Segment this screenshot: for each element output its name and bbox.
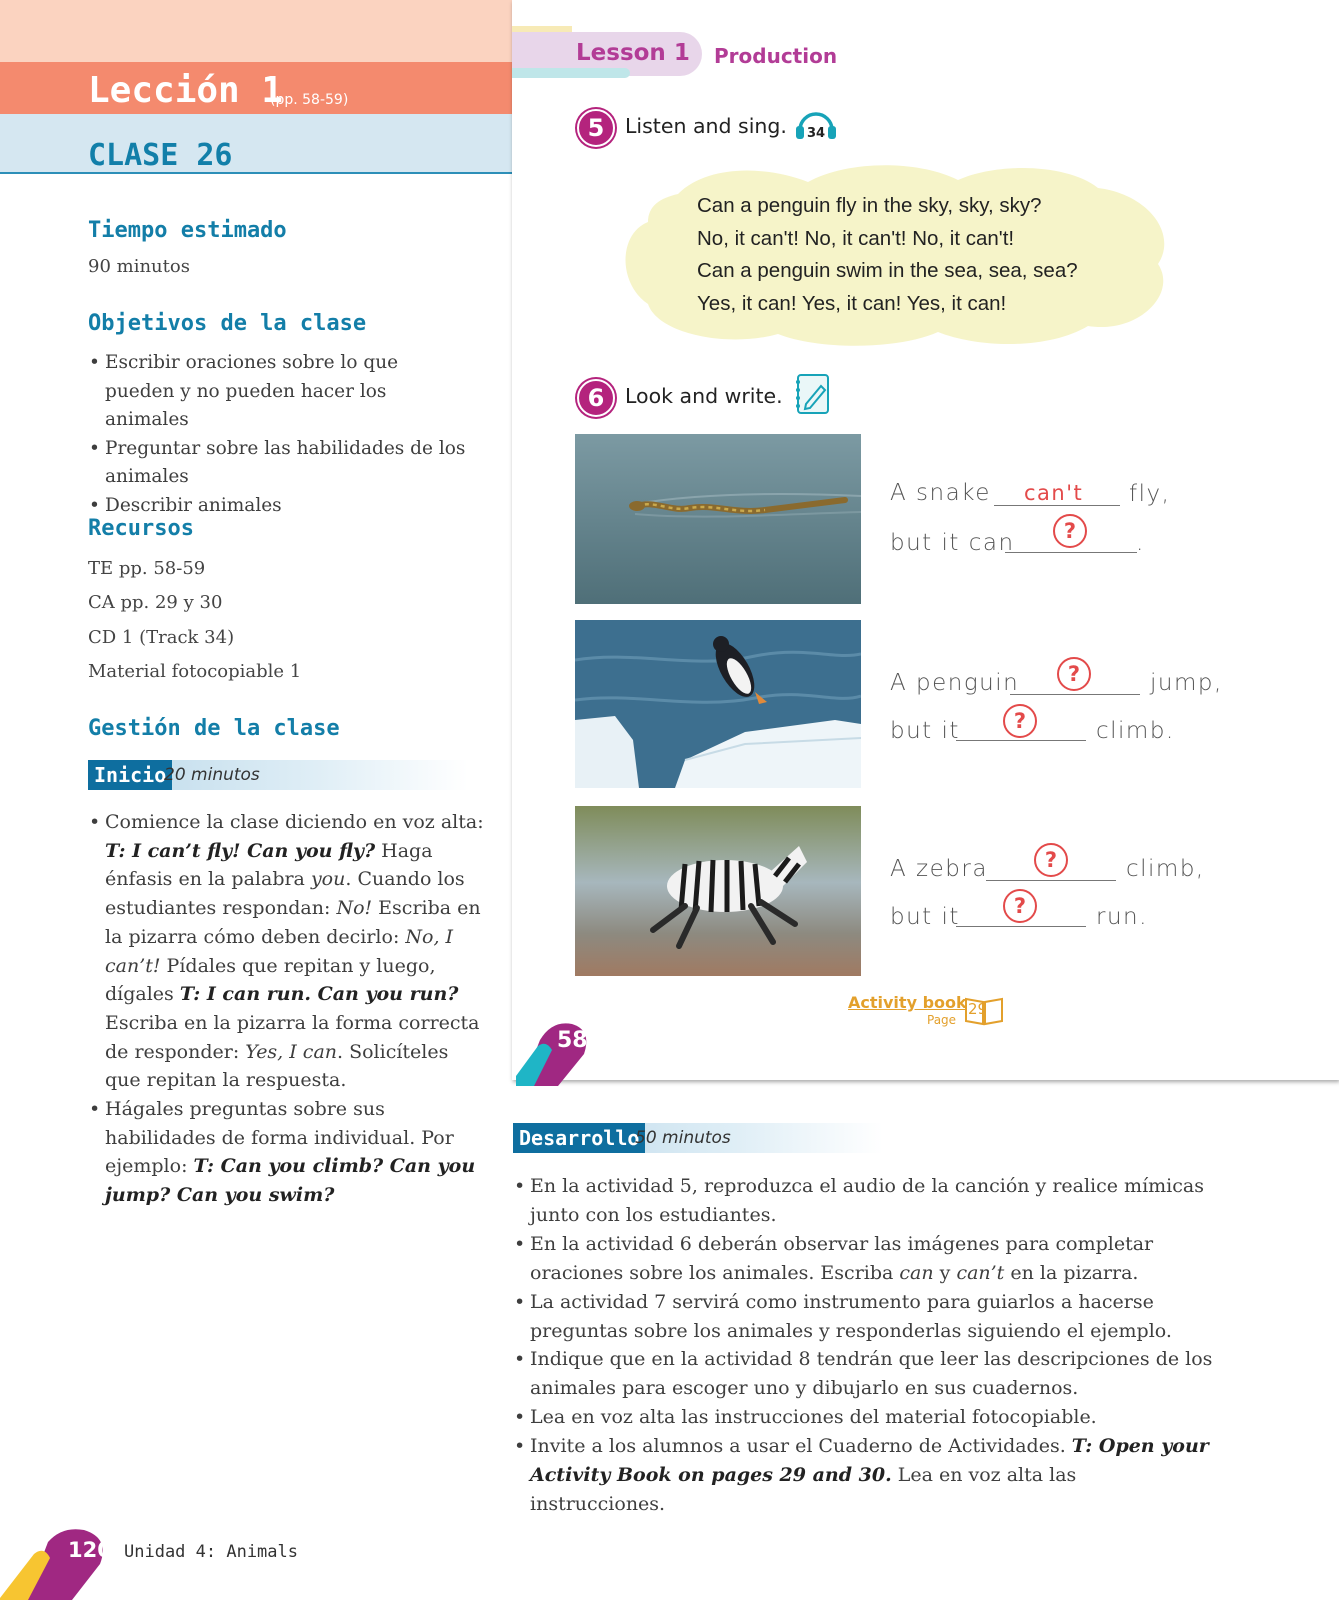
answer-line <box>986 880 1116 881</box>
list-item: CA pp. 29 y 30 <box>88 592 223 614</box>
sentence-text: climb, <box>1126 856 1205 882</box>
activity-title: Look and write. <box>625 384 783 408</box>
header-peach-band <box>0 0 512 62</box>
sentence-text: run. <box>1096 904 1148 930</box>
sentence-text: but it <box>890 718 960 744</box>
answer-line <box>1010 694 1140 695</box>
leccion-title: Lección 1 <box>88 70 284 111</box>
activity-book-link[interactable]: Activity book <box>848 993 967 1012</box>
recursos-list <box>88 552 301 689</box>
zebra-photo <box>575 806 861 976</box>
list-item: • En la actividad 6 deberán observar las imágenes para completar oraciones sobre los animales. Escriba can y can’t en la pizarra. <box>513 1230 1213 1288</box>
activity-book-page-label: Page <box>927 1013 957 1027</box>
list-item: • Invite a los alumnos a usar el Cuaderno de Actividades. T: Open your Activity Book on pages 29 and 30. Lea en voz alta las instrucciones. <box>513 1432 1213 1519</box>
leccion-pages: (pp. 58-59) <box>270 92 349 108</box>
desarrollo-list <box>513 1172 1213 1519</box>
objetivos-list <box>88 349 468 521</box>
inicio-text <box>88 808 488 1210</box>
list-item: • Comience la clase diciendo en voz alta: T: I can’t fly! Can you fly? Haga énfasis en la palabra you. Cuando los estudiantes respondan: No! Escriba en la pizarra cómo deben decirlo: No, I can’t! Pídales que repitan y luego, dígales T: I can run. Can you run? Escriba en la pizarra la forma correcta de responder: Yes, I can. Solicíteles que repitan la respuesta. <box>88 808 488 1095</box>
sentence-text: but it can <box>890 530 1015 556</box>
sentence-text: A penguin <box>890 670 1020 696</box>
activity-book-page-number: 29 <box>968 1000 988 1018</box>
footer-unit-title: Unidad 4: Animals <box>124 1542 298 1562</box>
question-mark-icon: ? <box>1003 889 1037 923</box>
answer-line <box>994 505 1120 506</box>
list-item: CD 1 (Track 34) <box>88 626 235 648</box>
answer-line <box>956 926 1086 927</box>
notebook-pencil-icon <box>793 372 833 416</box>
activity-number: 5 <box>577 109 615 147</box>
song-line: No, it can't! No, it can't! No, it can't! <box>697 226 1015 250</box>
lesson-label: Lesson 1 <box>576 40 690 66</box>
question-mark-icon: ? <box>1034 843 1068 877</box>
lesson-tab-accent <box>512 68 630 78</box>
list-item: TE pp. 58-59 <box>88 558 206 579</box>
snake-photo <box>575 434 861 604</box>
song-lyrics <box>697 190 1078 320</box>
answer-text: can't <box>1024 481 1084 505</box>
sentence-text: climb. <box>1096 718 1175 744</box>
desarrollo-bar <box>513 1123 883 1153</box>
list-item: • Escribir oraciones sobre lo que pueden y no pueden hacer los animales <box>88 349 468 435</box>
question-mark-icon: ? <box>1053 514 1087 548</box>
activity-title: Listen and sing. <box>625 114 787 138</box>
question-mark-icon: ? <box>1057 657 1091 691</box>
list-item: • La actividad 7 servirá como instrumento para guiarlos a hacerse preguntas sobre los animales y responderlas siguiendo el ejemplo. <box>513 1288 1213 1346</box>
sentence-text: A zebra <box>890 856 988 882</box>
section-label: Production <box>714 44 838 68</box>
page-number: 58 <box>557 1028 588 1053</box>
list-item: • Preguntar sobre las habilidades de los animales <box>88 435 468 492</box>
penguin-photo <box>575 620 861 788</box>
activity-number: 6 <box>577 379 615 417</box>
sentence-text: A snake <box>890 480 991 506</box>
tiempo-value: 90 minutos <box>88 256 190 277</box>
inicio-label: Inicio <box>88 760 172 790</box>
sentence-text: . <box>1136 530 1145 556</box>
answer-line <box>956 740 1086 741</box>
question-mark-icon: ? <box>1003 704 1037 738</box>
desarrollo-time: 50 minutos <box>635 1128 731 1148</box>
headphones-icon <box>794 108 838 142</box>
song-line: Can a penguin swim in the sea, sea, sea? <box>697 259 1078 282</box>
inicio-bar <box>88 760 468 790</box>
clase-title: CLASE 26 <box>88 138 233 173</box>
desarrollo-label: Desarrollo <box>513 1123 645 1153</box>
list-item: • Lea en voz alta las instrucciones del material fotocopiable. <box>513 1403 1213 1432</box>
sentence-text: jump, <box>1150 670 1223 696</box>
clase-band <box>0 114 512 174</box>
list-item: • Hágales preguntas sobre sus habilidades de forma individual. Por ejemplo: T: Can you climb? Can you jump? Can you swim? <box>88 1095 488 1210</box>
tiempo-heading: Tiempo estimado <box>88 218 287 243</box>
list-item: • En la actividad 5, reproduzca el audio de la canción y realice mímicas junto con los estudiantes. <box>513 1172 1213 1230</box>
song-line: Yes, it can! Yes, it can! Yes, it can! <box>697 291 1007 315</box>
footer-page-number: 120 <box>68 1538 112 1562</box>
list-item: • Describir animales <box>88 492 468 521</box>
recursos-heading: Recursos <box>88 516 194 541</box>
sentence-text: but it <box>890 904 960 930</box>
svg-text:34: 34 <box>806 126 826 141</box>
song-line: Can a penguin fly in the sky, sky, sky? <box>697 194 1042 217</box>
list-item: Material fotocopiable 1 <box>88 660 302 682</box>
gestion-heading: Gestión de la clase <box>88 716 340 741</box>
list-item: • Indique que en la actividad 8 tendrán que leer las descripciones de los animales para escoger uno y dibujarlo en sus cuadernos. <box>513 1345 1213 1403</box>
objetivos-heading: Objetivos de la clase <box>88 311 367 336</box>
sentence-text: fly, <box>1129 481 1171 507</box>
answer-line <box>1005 552 1137 553</box>
inicio-time: 20 minutos <box>164 765 260 785</box>
